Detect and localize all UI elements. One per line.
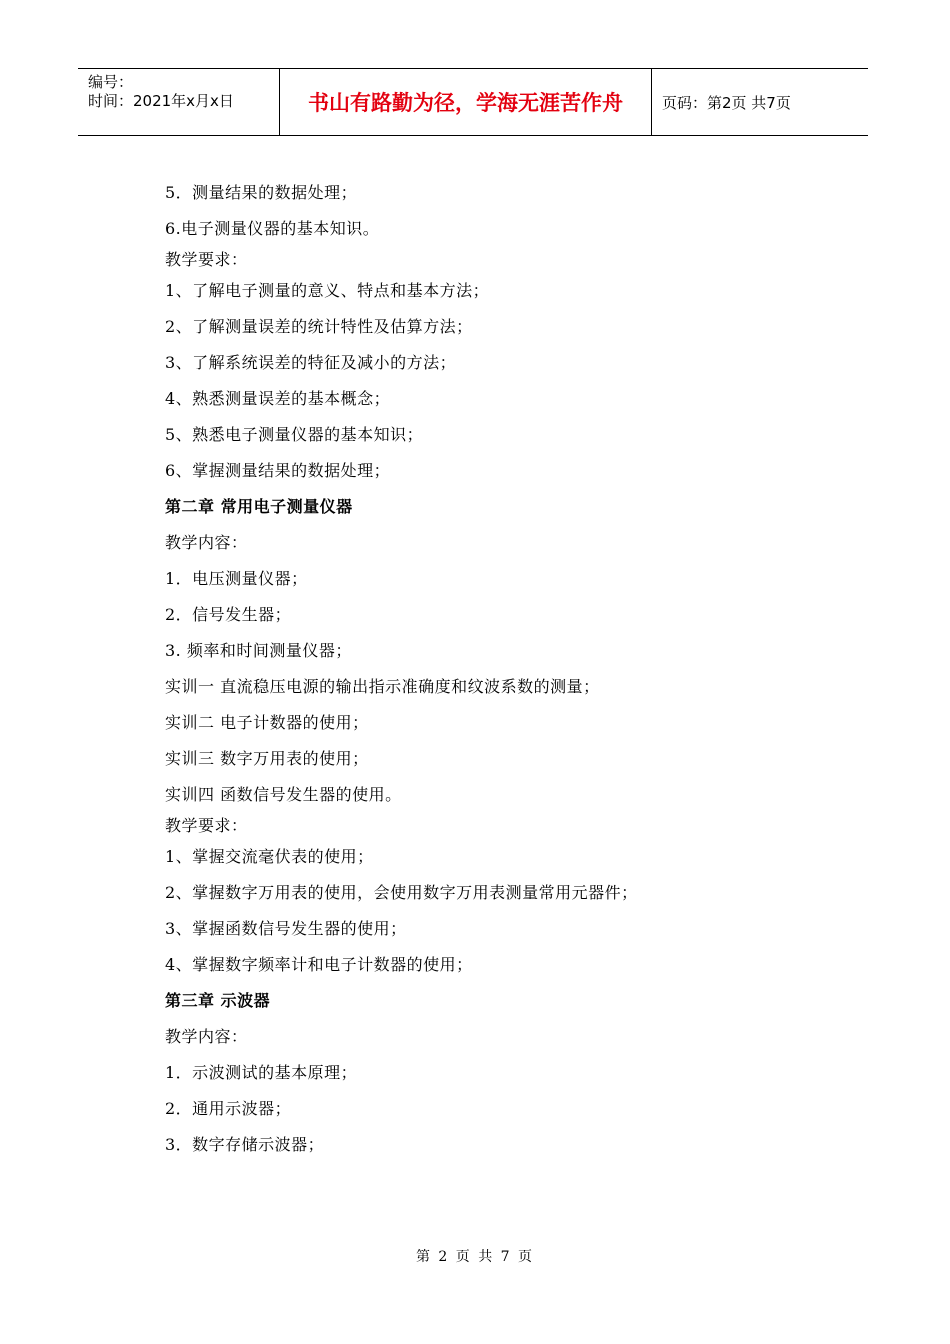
text-line: 1、掌握交流毫伏表的使用； <box>165 847 374 866</box>
text-line: 2．信号发生器； <box>165 605 292 624</box>
text-line: 2．通用示波器； <box>165 1099 292 1118</box>
chapter-heading: 第二章 常用电子测量仪器 <box>165 497 353 516</box>
text-line: 2、掌握数字万用表的使用，会使用数字万用表测量常用元器件； <box>165 883 638 902</box>
page-footer: 第 2 页 共 7 页 <box>415 1249 535 1265</box>
header-page-number: 页码：第2页 共7页 <box>662 93 791 112</box>
text-line: 教学要求： <box>165 816 248 835</box>
text-line: 6、掌握测量结果的数据处理； <box>165 461 391 480</box>
text-line: 教学要求： <box>165 250 248 269</box>
chapter-heading: 第三章 示波器 <box>165 991 271 1010</box>
text-line: 1．示波测试的基本原理； <box>165 1063 358 1082</box>
document-number-label: 编号： <box>88 73 134 91</box>
text-line: 3. 频率和时间测量仪器； <box>165 641 352 660</box>
text-line: 3．数字存储示波器； <box>165 1135 325 1154</box>
document-body <box>165 175 865 1163</box>
text-line: 1．电压测量仪器； <box>165 569 308 588</box>
text-line: 1、了解电子测量的意义、特点和基本方法； <box>165 281 490 300</box>
text-line: 4、熟悉测量误差的基本概念； <box>165 389 391 408</box>
text-line: 5．测量结果的数据处理； <box>165 183 358 202</box>
page-header <box>78 68 868 136</box>
text-line: 4、掌握数字频率计和电子计数器的使用； <box>165 955 473 974</box>
text-line: 实训三 数字万用表的使用； <box>165 749 369 768</box>
text-line: 教学内容： <box>165 533 248 552</box>
document-date-label: 时间：2021年x月x日 <box>88 92 234 110</box>
text-line: 实训一 直流稳压电源的输出指示准确度和纹波系数的测量； <box>165 677 600 696</box>
text-line: 5、熟悉电子测量仪器的基本知识； <box>165 425 424 444</box>
header-info-cell <box>78 69 280 135</box>
text-line: 实训四 函数信号发生器的使用。 <box>165 785 402 804</box>
text-line: 3、了解系统误差的特征及减小的方法； <box>165 353 457 372</box>
text-line: 6.电子测量仪器的基本知识。 <box>165 219 380 238</box>
text-line: 实训二 电子计数器的使用； <box>165 713 369 732</box>
text-line: 2、了解测量误差的统计特性及估算方法； <box>165 317 473 336</box>
text-line: 3、掌握函数信号发生器的使用； <box>165 919 407 938</box>
text-line: 教学内容： <box>165 1027 248 1046</box>
header-motto: 书山有路勤为径，学海无涯苦作舟 <box>280 69 652 135</box>
